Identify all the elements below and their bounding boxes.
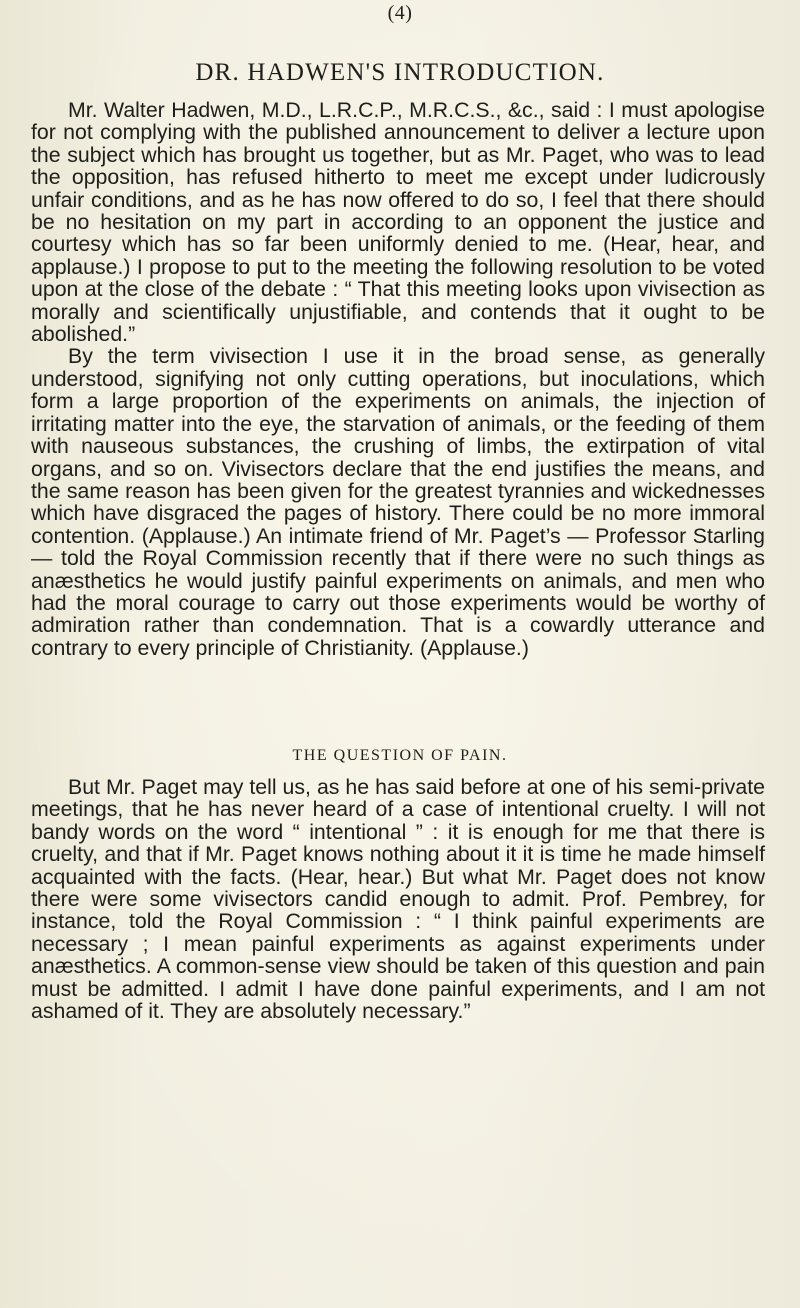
paragraph-1: Mr. Walter Hadwen, M.D., L.R.C.P., M.R.C.S., &c., said : I must apologise for not complying with the published announcement to deliver a lecture upon the subject which has brought us together, but as Mr. Paget, who was to lead the opposition, has refused hitherto to meet me except under ludicrously unfair conditions, and as he has now offered to do so, I feel that there should be no hesitation on my part in according to an opponent the justice and courtesy which has so far been uniformly denied to me. (Hear, hear, and applause.) I propose to put to the meeting the following resolution to be voted upon at the close of the debate : “ That this meeting looks upon vivisection as morally and scientifically unjustifiable, and contends that it ought to be abolished.” — [31, 98, 765, 347]
paragraph-2: By the term vivisection I use it in the broad sense, as generally understood, signifying not only cutting operations, but inoculations, which form a large proportion of the experiments on animals, the injection of irritating matter into the eye, the starvation of animals, or the feeding of them with nauseous substances, the crushing of limbs, the extirpation of vital organs, and so on. Vivisectors declare that the end justifies the means, and the same reason has been given for the greatest tyrannies and wickednesses which have disgraced the pages of history. There could be no more immoral contention. (Applause.) An intimate friend of Mr. Paget’s — Professor Starling — told the Royal Commission recently that if there were no such things as anæsthetics he would justify painful experiments on animals, and men who had the moral courage to carry out those experiments would be worthy of admiration rather than condemnation. That is a cowardly utterance and contrary to every principle of Christianity. (Applause.) — [31, 344, 765, 660]
page-number: (4) — [387, 2, 413, 24]
section-heading: THE QUESTION OF PAIN. — [292, 747, 508, 764]
introduction-text — [31, 99, 765, 659]
section-text — [31, 776, 765, 1022]
page-title: DR. HADWEN'S INTRODUCTION. — [195, 59, 605, 86]
paragraph-3: But Mr. Paget may tell us, as he has said before at one of his semi-private meetings, that he has never heard of a case of intentional cruelty. I will not bandy words on the word “ intentional ” : it is enough for me that there is cruelty, and that if Mr. Paget knows nothing about it it is time he made himself acquainted with the facts. (Hear, hear.) But what Mr. Paget does not know there were some vivisectors candid enough to admit. Prof. Pembrey, for instance, told the Royal Commission : “ I think painful experiments are necessary ; I mean painful experiments as against experiments under anæsthetics. A common-sense view should be taken of this question and pain must be admitted. I admit I have done painful experiments, and I am not ashamed of it. They are absolutely necessary.” — [31, 775, 765, 1024]
